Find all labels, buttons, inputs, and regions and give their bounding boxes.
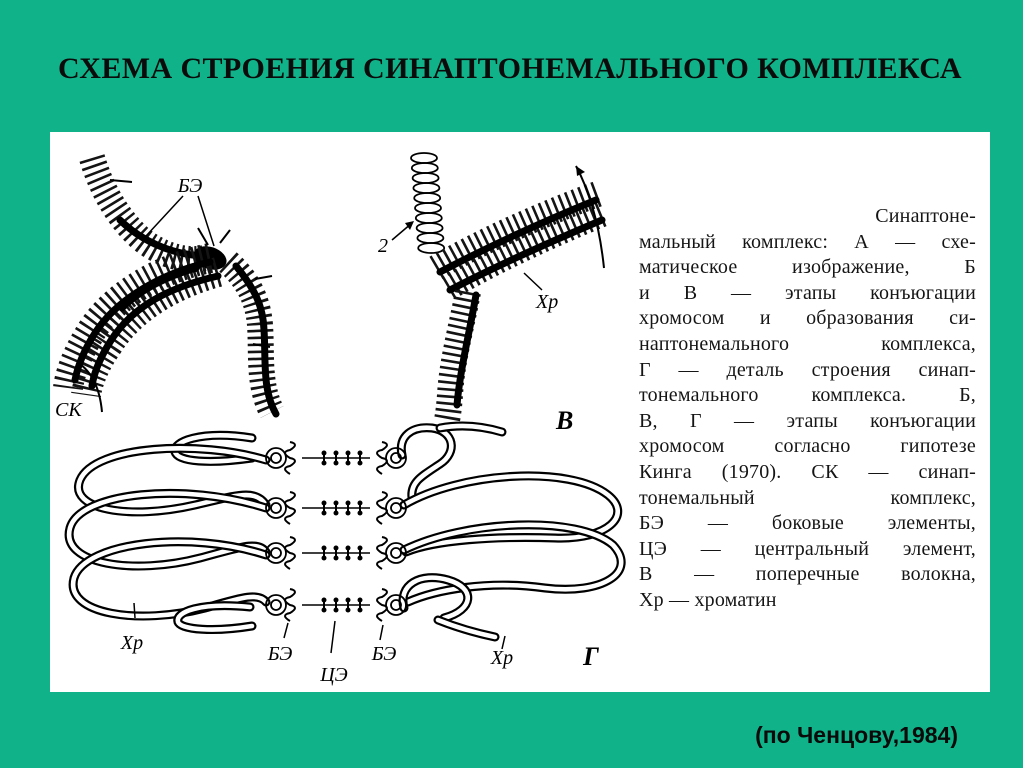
caption-line: тонемального комплекса. Б, [639, 384, 976, 407]
caption-line: наптонемального комплекса, [639, 332, 976, 355]
caption-line: Синаптоне- [875, 205, 976, 227]
caption-line: В, Г — этапы конъюгации [639, 409, 976, 432]
label-be-right: БЭ [371, 643, 397, 665]
caption-line: мальный комплекс: А — схе- [639, 230, 976, 253]
caption-line: БЭ — боковые элементы, [639, 512, 976, 535]
caption-line: и В — этапы конъюгации [639, 281, 976, 304]
caption-line: ЦЭ — центральный элемент, [639, 537, 976, 560]
caption-line: В — поперечные волокна, [639, 563, 976, 586]
label-letter-g: Г [583, 642, 599, 671]
caption-line: хромосом и образования си- [639, 307, 976, 330]
caption-line: Кинга (1970). СК — синап- [639, 460, 976, 483]
caption-line: тонемальный комплекс, [639, 486, 976, 509]
page-title: СХЕМА СТРОЕНИЯ СИНАПТОНЕМАЛЬНОГО КОМПЛЕКСА [58, 52, 962, 85]
caption-line: Хр — хроматин [639, 588, 777, 611]
label-be-a: БЭ [177, 175, 203, 197]
label-letter-v: В [556, 406, 574, 435]
caption-line: матическое изображение, Б [639, 256, 976, 279]
label-hr-b: Хр [536, 291, 559, 313]
hr-leader-line [524, 273, 542, 290]
label-ce: ЦЭ [320, 664, 348, 686]
caption-line: хромосом согласно гипотезе [639, 435, 976, 458]
panel-a-drawing [55, 158, 276, 421]
chromosome-outline-arc [576, 166, 604, 268]
panel-g-drawing [69, 426, 621, 686]
label-2: 2 [378, 235, 388, 257]
label-hr-right: Хр [490, 647, 514, 669]
label-hr-left: Хр [120, 632, 144, 654]
figure-panel [50, 132, 990, 692]
caption-line: Г — деталь строения синап- [639, 358, 976, 381]
panel-b-drawing [378, 153, 604, 435]
label-be-left: БЭ [267, 643, 293, 665]
label-sk: СК [55, 399, 82, 421]
source-credit: (по Ченцову,1984) [755, 722, 958, 748]
figure-caption [639, 204, 976, 614]
